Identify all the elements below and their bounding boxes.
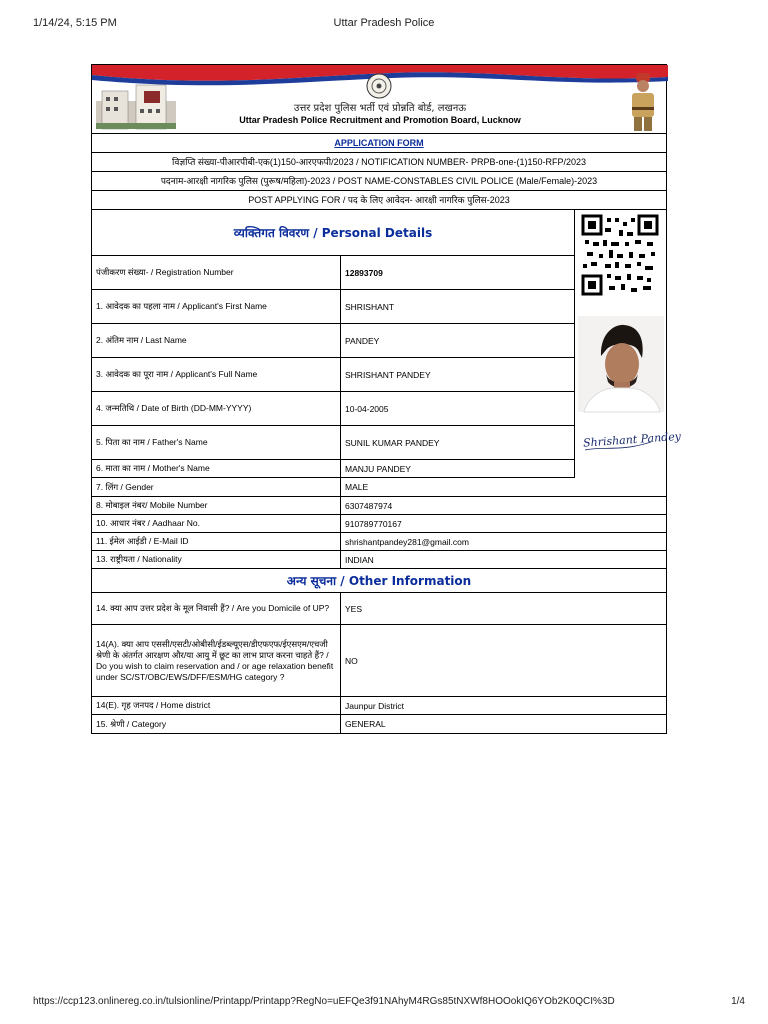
field-label: 3. आवेदक का पूरा नाम / Applicant's Full Name bbox=[92, 358, 341, 391]
photo-column bbox=[574, 210, 682, 478]
print-url: https://ccp123.onlinereg.co.in/tulsionline/Printapp/Printapp?RegNo=uEFQe3f91NAhyM4RGs85tNXWf8HOOokIQ6YOb2K0QCI%3D bbox=[33, 996, 615, 1007]
table-row bbox=[92, 358, 574, 392]
field-value: SHRISHANT bbox=[345, 301, 395, 312]
field-value: Jaunpur District bbox=[345, 700, 405, 711]
table-row bbox=[92, 392, 574, 426]
signature-text: Shrishant Pandey bbox=[582, 429, 682, 450]
applicant-signature bbox=[581, 422, 682, 458]
field-label: 6. माता का नाम / Mother's Name bbox=[92, 460, 341, 477]
table-row bbox=[92, 256, 574, 290]
registration-number-value: 12893709 bbox=[345, 267, 383, 278]
table-row bbox=[92, 697, 666, 715]
field-value: 6307487974 bbox=[345, 500, 393, 511]
field-label: 7. लिंग / Gender bbox=[92, 478, 341, 496]
applicant-photo bbox=[578, 316, 664, 412]
field-value: YES bbox=[345, 603, 363, 614]
field-label: 14(E). गृह जनपद / Home district bbox=[92, 697, 341, 714]
field-label: 15. श्रेणी / Category bbox=[92, 715, 341, 733]
post-applying-for: POST APPLYING FOR / पद के लिए आवेदन- आरक्षी नागरिक पुलिस-2023 bbox=[92, 191, 666, 210]
other-information-heading: अन्य सूचना / Other Information bbox=[92, 569, 666, 593]
field-value: MALE bbox=[345, 482, 369, 492]
print-page-title: Uttar Pradesh Police bbox=[333, 17, 435, 29]
field-label: 11. ईमेल आईडी / E-Mail ID bbox=[92, 533, 341, 550]
field-label: 8. मोबाइल नंबर/ Mobile Number bbox=[92, 497, 341, 514]
table-row bbox=[92, 533, 666, 551]
field-value: 10-04-2005 bbox=[345, 403, 389, 414]
table-row bbox=[92, 715, 666, 733]
field-value: MANJU PANDEY bbox=[345, 463, 411, 474]
table-row bbox=[92, 515, 666, 533]
field-value: SHRISHANT PANDEY bbox=[345, 369, 431, 380]
field-label: 4. जन्मतिथि / Date of Birth (DD-MM-YYYY) bbox=[92, 392, 341, 425]
field-label: 5. पिता का नाम / Father's Name bbox=[92, 426, 341, 459]
table-row bbox=[92, 460, 574, 478]
post-name: पदनाम-आरक्षी नागरिक पुलिस (पुरूष/महिला)-2023 / POST NAME-CONSTABLES CIVIL POLICE (Male/Female)-2023 bbox=[92, 172, 666, 191]
field-label: 14. क्या आप उत्तर प्रदेश के मूल निवासी हैं? / Are you Domicile of UP? bbox=[92, 593, 341, 624]
personal-details-grid bbox=[92, 210, 682, 478]
field-value: SUNIL KUMAR PANDEY bbox=[345, 437, 440, 448]
up-police-emblem bbox=[366, 73, 392, 99]
table-row bbox=[92, 593, 666, 625]
field-label: 13. राष्ट्रीयता / Nationality bbox=[92, 551, 341, 568]
field-value: PANDEY bbox=[345, 335, 380, 346]
application-form-title: APPLICATION FORM bbox=[92, 134, 666, 153]
field-value: NO bbox=[345, 655, 358, 666]
qr-code bbox=[581, 214, 659, 296]
field-label: 1. आवेदक का पहला नाम / Applicant's First Name bbox=[92, 290, 341, 323]
field-label: 2. अंतिम नाम / Last Name bbox=[92, 324, 341, 357]
table-row bbox=[92, 290, 574, 324]
personal-details-heading: व्यक्तिगत विवरण / Personal Details bbox=[92, 210, 574, 256]
header-banner bbox=[92, 65, 666, 134]
field-value: 910789770167 bbox=[345, 518, 402, 529]
field-label: 14(A). क्या आप एससी/एसटी/ओबीसी/ईडब्ल्यूएस/डीएफएफ/ईएसएम/एचजी श्रेणी के अंतर्गत आरक्षण और/या आयु में छूट का लाभ प्राप्त करना चाहते हैं? / Do you wish to claim reservation and / or age relaxation benefit under SC/ST/OBC/EWS/DFF/ESM/HG category ? bbox=[92, 625, 341, 696]
board-name-english: Uttar Pradesh Police Recruitment and Promotion Board, Lucknow bbox=[239, 115, 521, 125]
field-value: shrishantpandey281@gmail.com bbox=[345, 536, 469, 547]
table-row bbox=[92, 497, 666, 515]
table-row bbox=[92, 324, 574, 358]
notification-number: विज्ञप्ति संख्या-पीआरपीबी-एक(1)150-आरएफपी/2023 / NOTIFICATION NUMBER- PRPB-one-(1)150-RFP/2023 bbox=[92, 153, 666, 172]
personal-details-more bbox=[92, 478, 666, 733]
board-name-hindi: उत्तर प्रदेश पुलिस भर्ती एवं प्रोन्नति बोर्ड, लखनऊ bbox=[293, 103, 467, 114]
table-row bbox=[92, 426, 574, 460]
field-value: INDIAN bbox=[345, 554, 374, 565]
table-row bbox=[92, 551, 666, 569]
table-row bbox=[92, 478, 666, 497]
field-value: GENERAL bbox=[345, 719, 386, 729]
field-label: पंजीकरण संख्या- / Registration Number bbox=[92, 256, 341, 289]
print-page-number: 1/4 bbox=[731, 996, 745, 1007]
application-sheet bbox=[91, 64, 682, 734]
print-datetime: 1/14/24, 5:15 PM bbox=[33, 17, 117, 29]
field-label: 10. आधार नंबर / Aadhaar No. bbox=[92, 515, 341, 532]
table-row bbox=[92, 625, 666, 697]
